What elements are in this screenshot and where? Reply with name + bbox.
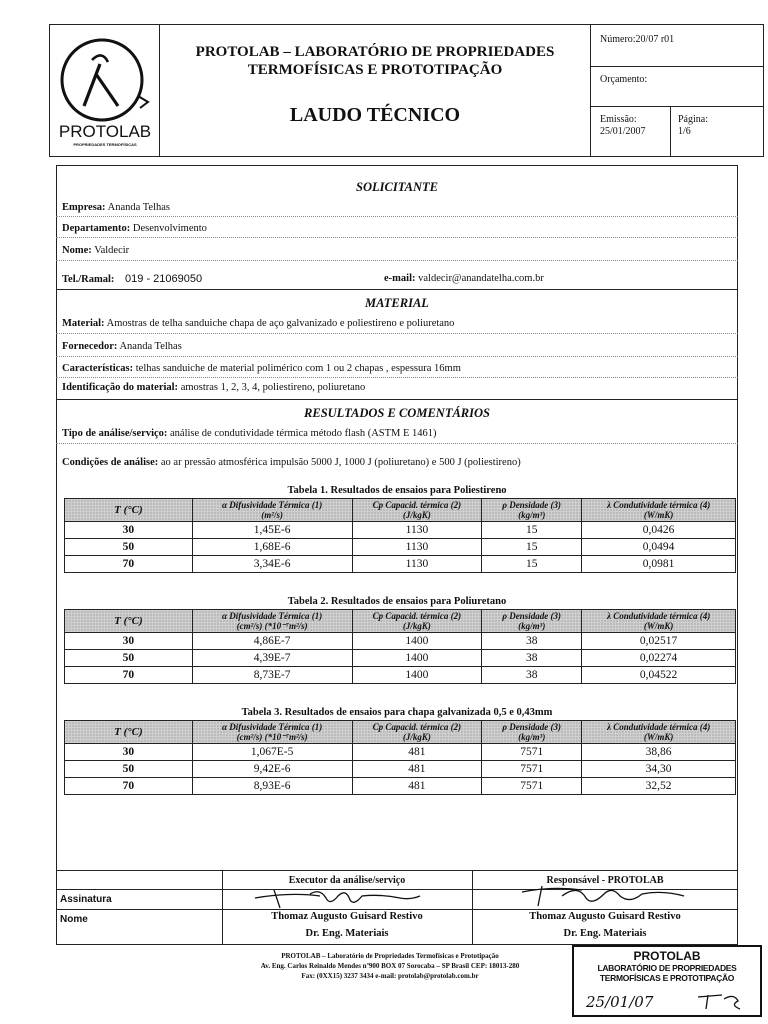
cell-density: 38 xyxy=(482,650,582,667)
table-row xyxy=(65,667,736,684)
header-heat-capacity: Cp Capacid. térmica (2) (J/kgK) xyxy=(352,499,482,522)
footer-line3: Fax: (0XX15) 3237 3434 e-mail: protolab@protolab.com.br xyxy=(301,972,479,980)
tipo-value: análise de condutividade térmica método flash (ASTM E 1461) xyxy=(170,428,437,439)
cell-heat-capacity: 481 xyxy=(352,778,482,795)
stamp-line1: PROTOLAB xyxy=(633,949,701,963)
responsavel-signature-image xyxy=(512,882,692,910)
divider xyxy=(56,289,738,290)
cell-heat-capacity: 1130 xyxy=(352,556,482,573)
tel-label: Tel./Ramal: xyxy=(62,274,115,285)
stamp-line3: TERMOFÍSICAS E PROTOTIPAÇÃO xyxy=(599,973,735,983)
cell-density: 7571 xyxy=(482,744,582,761)
header-density: ρ Densidade (3) (kg/m³) xyxy=(482,610,582,633)
footer-line1: PROTOLAB – Laboratório de Propriedades Termofísicas e Prototipação xyxy=(281,952,499,960)
meta-divider-3 xyxy=(670,106,671,157)
executor-name: Thomaz Augusto Guisard Restivo xyxy=(271,911,423,922)
condicoes-value: ao ar pressão atmosférica impulsão 5000 J, 1000 J (poliuretano) e 500 J (poliestireno) xyxy=(160,457,521,468)
table1-caption: Tabela 1. Resultados de ensaios para Poliestireno xyxy=(287,485,507,496)
section-resultados: RESULTADOS E COMENTÁRIOS xyxy=(304,406,490,420)
cell-diffusivity: 1,45E-6 xyxy=(192,522,352,539)
material-value: Amostras de telha sanduiche chapa de aço galvanizado e poliestireno e poliuretano xyxy=(106,318,455,329)
table2-caption: Tabela 2. Resultados de ensaios para Poliuretano xyxy=(287,596,507,607)
header-conductivity: λ Condutividade térmica (4) (W/mK) xyxy=(582,499,736,522)
header-heat-capacity: Cp Capacid. térmica (2) (J/kgK) xyxy=(352,610,482,633)
results-table-1 xyxy=(64,498,736,573)
divider xyxy=(56,356,738,357)
cell-temperature: 70 xyxy=(65,778,193,795)
tel-value: 019 - 21069050 xyxy=(125,273,203,285)
cell-diffusivity: 9,42E-6 xyxy=(192,761,352,778)
cell-temperature: 50 xyxy=(65,761,193,778)
header-conductivity: λ Condutividade térmica (4) (W/mK) xyxy=(582,610,736,633)
cell-density: 38 xyxy=(482,633,582,650)
divider xyxy=(56,216,738,217)
divider xyxy=(56,443,738,444)
fornecedor-label: Fornecedor: xyxy=(62,341,118,352)
footer-line2: Av. Eng. Carlos Reinaldo Mendes nº900 BOX 07 Sorocaba – SP Brasil CEP: 18013-280 xyxy=(260,962,520,970)
table-row xyxy=(65,633,736,650)
cell-diffusivity: 4,39E-7 xyxy=(192,650,352,667)
header-temperature: T (°C) xyxy=(65,499,193,522)
stamp-date: 25/01/07 xyxy=(586,993,654,1011)
results-table-3 xyxy=(64,720,736,795)
table-row xyxy=(65,761,736,778)
cell-diffusivity: 1,68E-6 xyxy=(192,539,352,556)
header-conductivity: λ Condutividade térmica (4) (W/mK) xyxy=(582,721,736,744)
cell-heat-capacity: 1400 xyxy=(352,633,482,650)
cell-temperature: 30 xyxy=(65,633,193,650)
section-material: MATERIAL xyxy=(365,296,429,310)
assinatura-label: Assinatura xyxy=(60,894,112,905)
cell-heat-capacity: 1400 xyxy=(352,650,482,667)
cell-heat-capacity: 481 xyxy=(352,744,482,761)
table-row xyxy=(65,539,736,556)
header-temperature: T (°C) xyxy=(65,610,193,633)
nome-label: Nome: xyxy=(62,245,92,256)
email-label: e-mail: xyxy=(384,273,416,284)
cell-temperature: 50 xyxy=(65,539,193,556)
condicoes-line xyxy=(62,457,521,468)
table-row xyxy=(65,778,736,795)
divider xyxy=(56,399,738,400)
nome-value: Valdecir xyxy=(94,245,130,256)
cell-density: 15 xyxy=(482,539,582,556)
responsavel-header: Responsável - PROTOLAB xyxy=(546,875,664,886)
cell-heat-capacity: 1130 xyxy=(352,522,482,539)
section-solicitante: SOLICITANTE xyxy=(356,180,438,194)
protolab-stamp xyxy=(572,945,762,1017)
cell-diffusivity: 4,86E-7 xyxy=(192,633,352,650)
caracteristicas-line xyxy=(62,363,461,374)
cell-temperature: 50 xyxy=(65,650,193,667)
cell-temperature: 70 xyxy=(65,667,193,684)
divider xyxy=(56,260,738,261)
executor-title: Dr. Eng. Materiais xyxy=(305,928,389,939)
table-header-row xyxy=(65,610,736,633)
divider xyxy=(56,237,738,238)
departamento-line xyxy=(62,223,207,234)
cell-heat-capacity: 1400 xyxy=(352,667,482,684)
pagina-value: 1/6 xyxy=(678,126,691,137)
cell-conductivity: 38,86 xyxy=(582,744,736,761)
cell-density: 15 xyxy=(482,522,582,539)
cell-density: 15 xyxy=(482,556,582,573)
cell-conductivity: 0,02274 xyxy=(582,650,736,667)
stamp-line2: LABORATÓRIO DE PROPRIEDADES xyxy=(597,963,737,973)
stamp-initials-image xyxy=(694,991,754,1013)
tel-line xyxy=(62,273,202,285)
email-value: valdecir@anandatelha.com.br xyxy=(418,273,544,284)
caracteristicas-label: Características: xyxy=(62,363,134,374)
tipo-line xyxy=(62,428,437,439)
cell-density: 38 xyxy=(482,667,582,684)
header-title-line2: TERMOFÍSICAS E PROTOTIPAÇÃO xyxy=(247,62,503,78)
cell-heat-capacity: 1130 xyxy=(352,539,482,556)
cell-conductivity: 0,0426 xyxy=(582,522,736,539)
header-diffusivity: α Difusividade Térmica (1) (cm²/s) (*10⁻⁷m²/s) xyxy=(192,721,352,744)
cell-conductivity: 32,52 xyxy=(582,778,736,795)
table-row xyxy=(65,522,736,539)
email-line xyxy=(384,273,544,284)
table-row xyxy=(65,556,736,573)
cell-conductivity: 0,02517 xyxy=(582,633,736,650)
cell-temperature: 30 xyxy=(65,744,193,761)
cell-diffusivity: 8,93E-6 xyxy=(192,778,352,795)
empresa-value: Ananda Telhas xyxy=(107,202,170,213)
pagina-label: Página: xyxy=(678,114,708,125)
cell-density: 7571 xyxy=(482,761,582,778)
identificacao-label: Identificação do material: xyxy=(62,382,179,393)
logo-text: PROTOLAB xyxy=(58,122,152,141)
cell-diffusivity: 1,067E-5 xyxy=(192,744,352,761)
cell-conductivity: 34,30 xyxy=(582,761,736,778)
cell-diffusivity: 3,34E-6 xyxy=(192,556,352,573)
responsavel-name: Thomaz Augusto Guisard Restivo xyxy=(529,911,681,922)
divider xyxy=(56,377,738,378)
cell-conductivity: 0,0494 xyxy=(582,539,736,556)
header-heat-capacity: Cp Capacid. térmica (2) (J/kgK) xyxy=(352,721,482,744)
caracteristicas-value: telhas sanduiche de material polimérico com 1 ou 2 chapas , espessura 16mm xyxy=(135,363,461,374)
emissao-value: 25/01/2007 xyxy=(600,126,646,137)
responsavel-title: Dr. Eng. Materiais xyxy=(563,928,647,939)
cell-heat-capacity: 481 xyxy=(352,761,482,778)
condicoes-label: Condições de análise: xyxy=(62,457,159,468)
header-diffusivity: α Difusividade Térmica (1) (cm²/s) (*10⁻⁷m²/s) xyxy=(192,610,352,633)
numero-label: Número:20/07 r01 xyxy=(600,34,675,45)
signature-block-top xyxy=(56,870,738,871)
empresa-line xyxy=(62,202,170,213)
page-title: LAUDO TÉCNICO xyxy=(289,104,461,126)
cell-density: 7571 xyxy=(482,778,582,795)
table-row xyxy=(65,650,736,667)
orcamento-label: Orçamento: xyxy=(600,74,648,85)
fornecedor-value: Ananda Telhas xyxy=(119,341,182,352)
meta-divider-1 xyxy=(590,66,764,67)
nome-line xyxy=(62,245,129,256)
table-header-row xyxy=(65,499,736,522)
empresa-label: Empresa: xyxy=(62,202,106,213)
departamento-label: Departamento: xyxy=(62,223,131,234)
table-row xyxy=(65,744,736,761)
cell-temperature: 30 xyxy=(65,522,193,539)
table3-caption: Tabela 3. Resultados de ensaios para chapa galvanizada 0,5 e 0,43mm xyxy=(241,707,553,718)
header-density: ρ Densidade (3) (kg/m³) xyxy=(482,721,582,744)
cell-conductivity: 0,04522 xyxy=(582,667,736,684)
executor-signature-image xyxy=(250,884,430,912)
logo-subtext: PROPRIEDADES TERMOFÍSICAS xyxy=(73,142,137,147)
emissao-label: Emissão: xyxy=(600,114,637,125)
executor-header: Executor da análise/serviço xyxy=(288,875,406,886)
cell-temperature: 70 xyxy=(65,556,193,573)
divider xyxy=(56,333,738,334)
fornecedor-line xyxy=(62,341,182,352)
meta-divider-2 xyxy=(590,106,764,107)
header-title-line1: PROTOLAB – LABORATÓRIO DE PROPRIEDADES xyxy=(195,44,555,60)
identificacao-value: amostras 1, 2, 3, 4, poliestireno, poliuretano xyxy=(180,382,366,393)
departamento-value: Desenvolvimento xyxy=(132,223,207,234)
cell-conductivity: 0,0981 xyxy=(582,556,736,573)
tipo-label: Tipo de análise/serviço: xyxy=(62,428,168,439)
nome-row-label: Nome xyxy=(60,914,88,925)
material-line xyxy=(62,318,454,329)
header-temperature: T (°C) xyxy=(65,721,193,744)
material-label: Material: xyxy=(62,318,105,329)
header-diffusivity: α Difusividade Térmica (1) (m²/s) xyxy=(192,499,352,522)
cell-diffusivity: 8,73E-7 xyxy=(192,667,352,684)
results-table-2 xyxy=(64,609,736,684)
header-density: ρ Densidade (3) (kg/m³) xyxy=(482,499,582,522)
table-header-row xyxy=(65,721,736,744)
identificacao-line xyxy=(62,382,365,393)
